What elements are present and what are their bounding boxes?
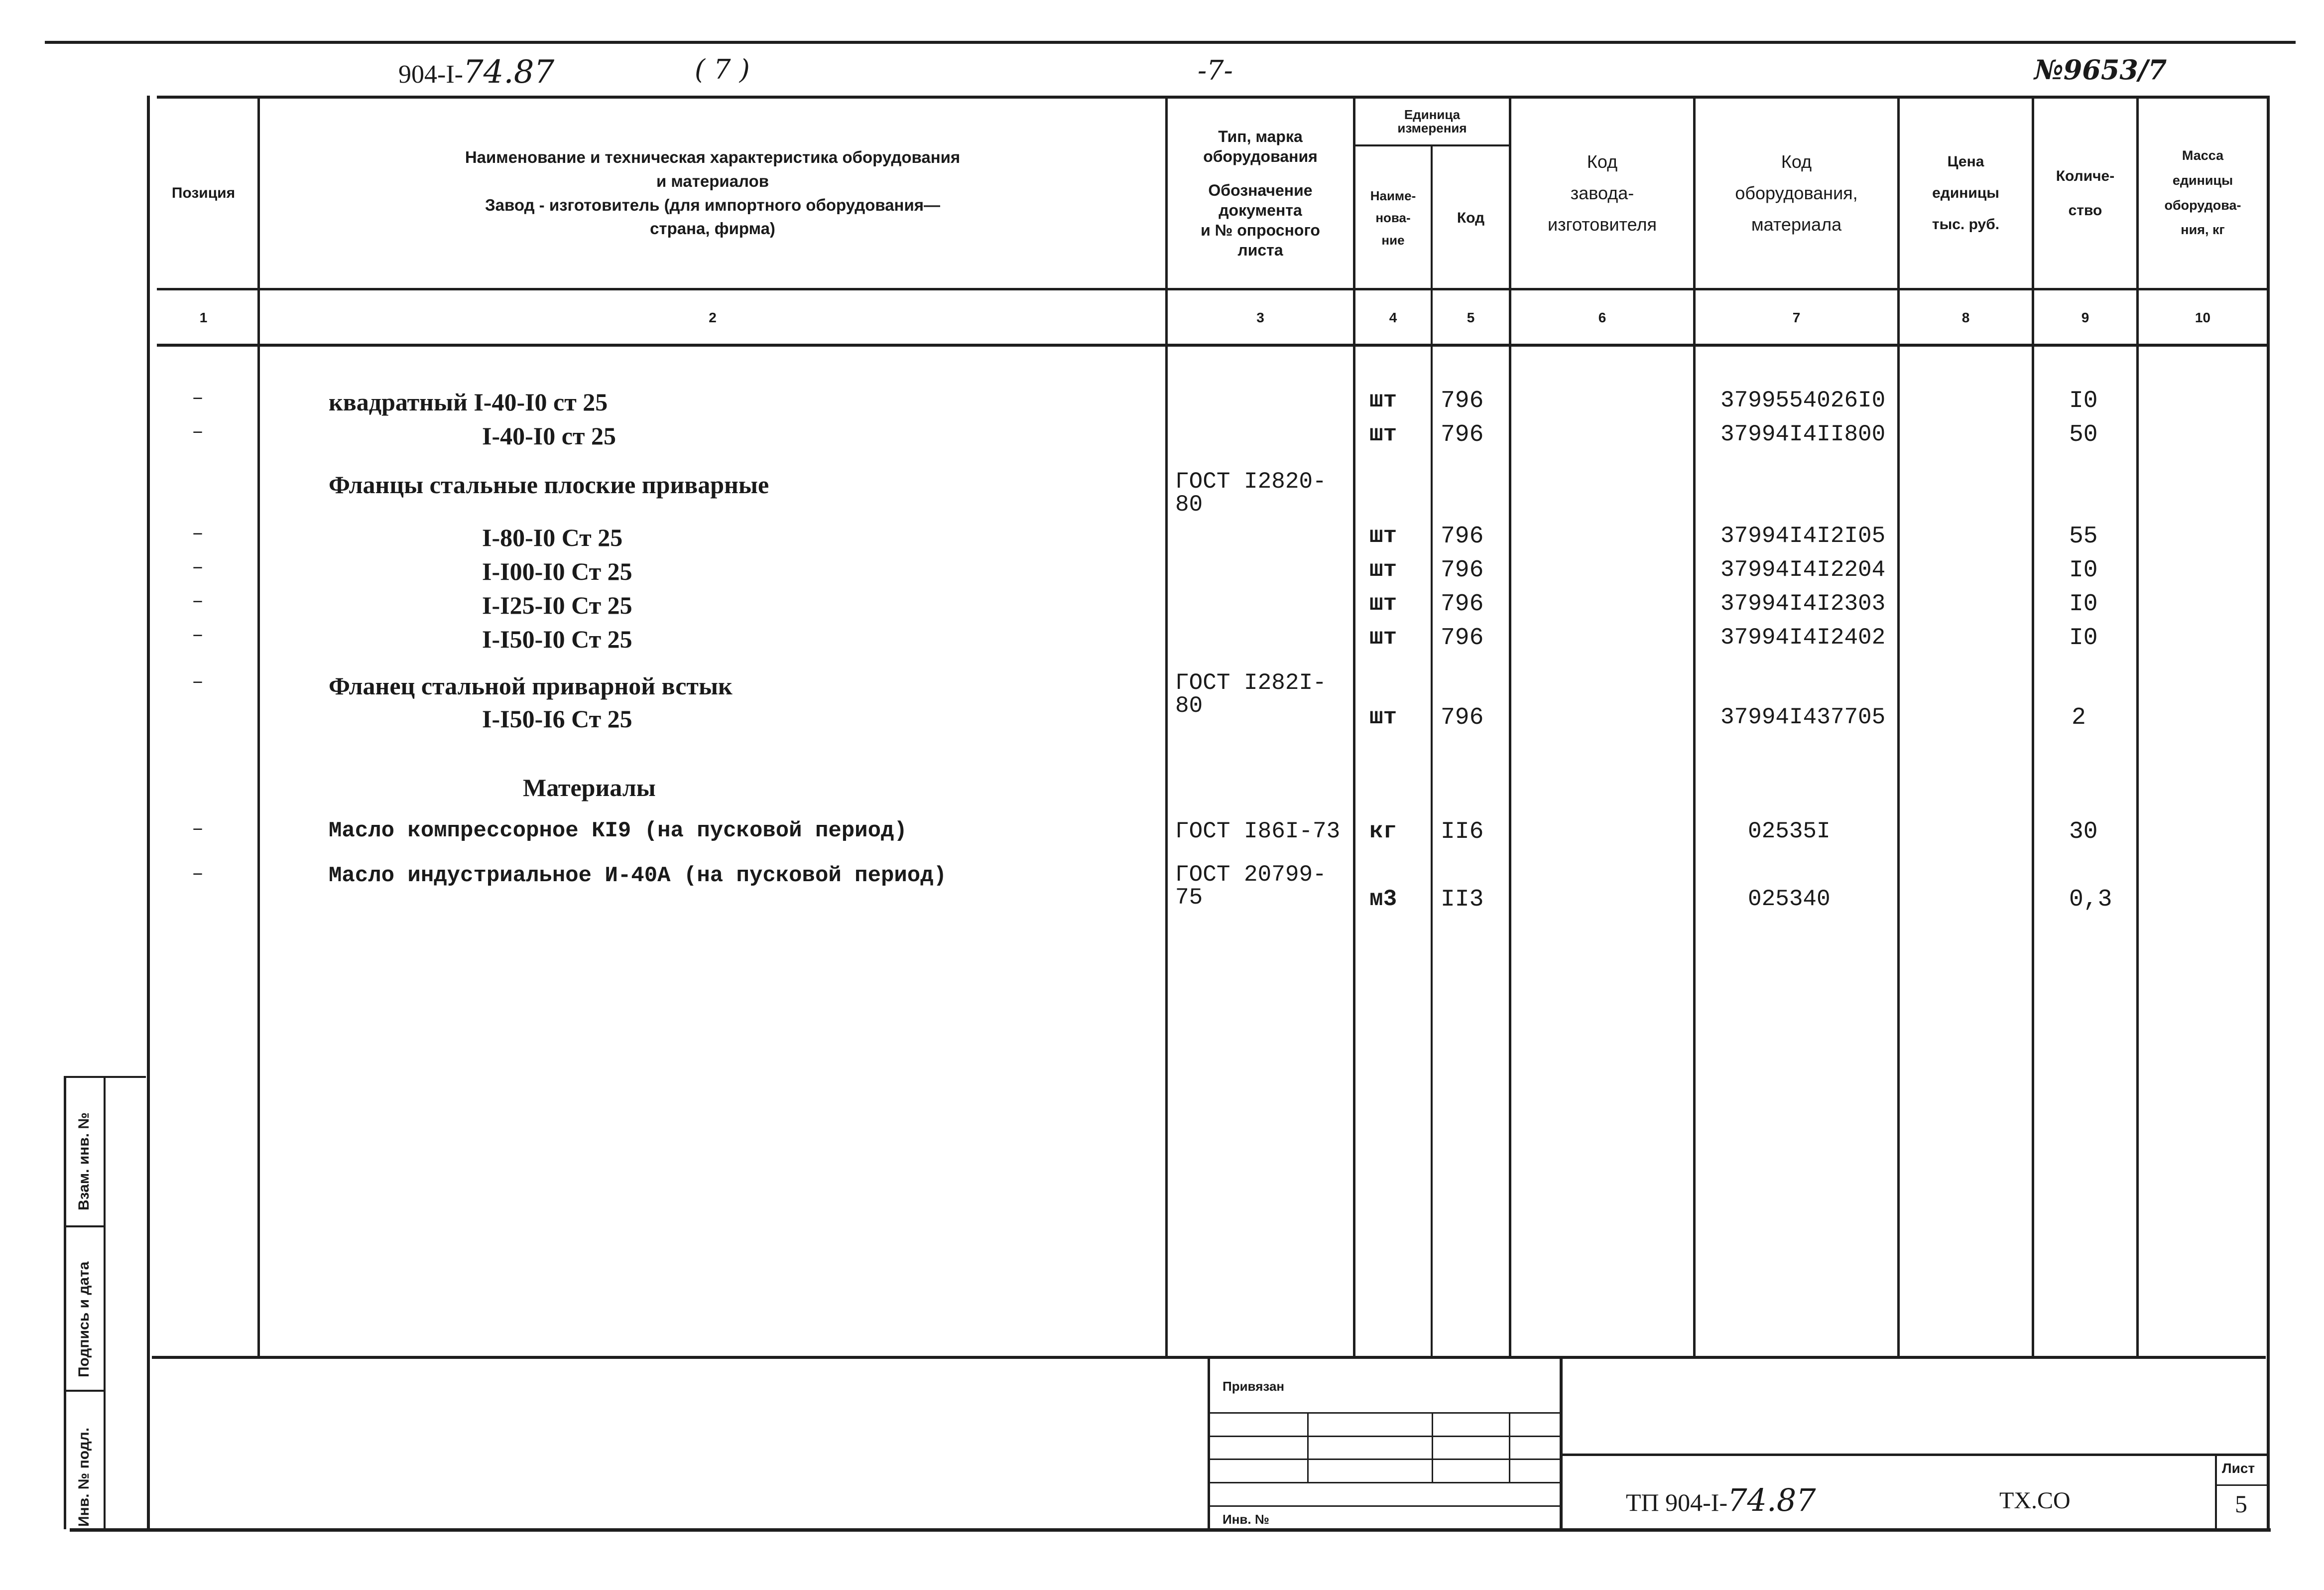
tb-code-hand: 74.87	[1727, 1482, 1816, 1518]
row-equip-code: 37994I4I2204	[1720, 557, 1886, 583]
row-position: –	[192, 557, 204, 579]
price-line-2: единицы	[1932, 185, 1999, 201]
tb-grid-1	[1209, 1412, 1560, 1414]
row-name: I-80-I0 Ст 25	[482, 524, 623, 551]
plant-code-line-3: изготовителя	[1548, 214, 1657, 235]
type-line-1: Тип, марка	[1218, 127, 1303, 145]
numbers-bottom	[157, 344, 2268, 347]
row-name: I-I25-I0 Ст 25	[482, 591, 632, 619]
row-position: –	[192, 863, 204, 886]
page-header	[0, 0, 2324, 95]
col-number-4: 4	[1389, 309, 1397, 325]
paren-note: ( 7 )	[695, 54, 750, 85]
row-unit: шт	[1369, 388, 1397, 413]
row-qty: I0	[2069, 591, 2098, 618]
row-unit: шт	[1369, 704, 1397, 730]
col-divider-2	[1165, 96, 1168, 1357]
mass-line-2: единицы	[2172, 172, 2233, 188]
row-unit: шт	[1369, 421, 1397, 447]
equip-code-line-1: Код	[1781, 151, 1812, 172]
row-position: –	[192, 818, 204, 841]
name-line-4: страна, фирма)	[650, 219, 775, 238]
plant-code-line-1: Код	[1587, 151, 1618, 172]
row-qty: 30	[2069, 818, 2098, 845]
col-header-unit-group	[1355, 100, 1509, 143]
col-number-6: 6	[1598, 309, 1606, 325]
col-number-3: 3	[1256, 309, 1264, 325]
row-name: I-I00-I0 Ст 25	[482, 557, 632, 585]
row-name: Масло индустриальное И-40А (на пусковой период)	[329, 863, 947, 888]
row-equip-code: 025340	[1748, 886, 1831, 912]
col-header-equip-code	[1696, 100, 1897, 286]
col-header-mass	[2139, 100, 2267, 286]
row-doc: ГОСТ 20799-	[1175, 862, 1327, 888]
row-equip-code: 37994I4II800	[1720, 421, 1886, 447]
col-header-type	[1168, 107, 1353, 279]
type-line-5: и № опросного	[1201, 221, 1320, 239]
side-strip-sep-1	[64, 1225, 106, 1227]
row-qty: I0	[2069, 557, 2098, 584]
page-marker: -7-	[1198, 55, 1233, 86]
col-header-name	[260, 100, 1165, 286]
tb-code-prefix: ТП 904-I-	[1626, 1488, 1728, 1516]
col-header-position-label: Позиция	[171, 184, 236, 201]
stamp-sign-date: Подпись и дата	[76, 1261, 92, 1377]
row-position: –	[192, 523, 204, 545]
tb-grid-2	[1209, 1436, 1560, 1437]
frame-right	[2267, 96, 2270, 1530]
side-strip-mid	[104, 1076, 106, 1529]
mass-line-3: оборудова-	[2164, 197, 2241, 213]
tb-grid-v2	[1432, 1412, 1433, 1482]
row-doc-cont: 75	[1175, 885, 1203, 911]
row-equip-code: 37994I4I2I05	[1720, 523, 1886, 549]
row-qty: 0,3	[2069, 886, 2112, 913]
row-name: I-I50-I6 Ст 25	[482, 705, 632, 733]
row-name: Фланцы стальные плоские приварные	[329, 471, 769, 499]
col-header-plant-code	[1511, 100, 1693, 286]
row-unit: м3	[1369, 886, 1397, 912]
row-position: –	[192, 421, 204, 444]
row-doc-cont: 80	[1175, 492, 1203, 518]
col-number-5: 5	[1467, 309, 1475, 325]
unit-group-line-1: Единица	[1404, 107, 1461, 122]
row-doc: ГОСТ I2820-	[1175, 469, 1327, 495]
col-number-1: 1	[199, 309, 208, 325]
type-line-6: листа	[1237, 241, 1283, 259]
tb-sheet-left	[2215, 1456, 2217, 1530]
stamp-replace-inv: Взам. инв. №	[76, 1112, 92, 1210]
price-line-3: тыс. руб.	[1932, 216, 2000, 233]
side-stamp-strip	[64, 1076, 146, 1529]
qty-line-1: Количе-	[2056, 167, 2115, 184]
unit-name-line-2: нова-	[1375, 210, 1411, 226]
row-equip-code: 37994I4I2303	[1720, 591, 1886, 617]
row-equip-code: 37994I437705	[1720, 704, 1886, 730]
row-unit-code: 796	[1441, 388, 1484, 414]
row-position: –	[192, 625, 204, 647]
row-unit: шт	[1369, 591, 1397, 617]
row-name: квадратный I-40-I0 ст 25	[329, 388, 608, 416]
col-number-10: 10	[2195, 309, 2211, 325]
tb-grid-3	[1209, 1458, 1560, 1460]
col-number-7: 7	[1792, 309, 1801, 325]
tb-divider	[1560, 1356, 1563, 1530]
row-unit-code: II6	[1441, 818, 1484, 845]
tb-document-code	[1626, 1482, 1816, 1518]
row-doc-cont: 80	[1175, 693, 1203, 719]
row-name: I-40-I0 ст 25	[482, 422, 616, 450]
row-unit-code: II3	[1441, 886, 1484, 913]
col-number-2: 2	[709, 309, 717, 325]
plant-code-line-2: завода-	[1570, 183, 1634, 203]
tb-mark: ТХ.СО	[1999, 1487, 2071, 1514]
type-line-3: Обозначение	[1208, 181, 1313, 199]
row-qty: 55	[2069, 523, 2098, 550]
row-unit-code: 796	[1441, 557, 1484, 584]
col-number-8: 8	[1961, 309, 1970, 325]
section-heading: Материалы	[523, 774, 656, 801]
row-unit: шт	[1369, 625, 1397, 651]
col-header-qty	[2034, 100, 2136, 286]
row-qty: 2	[2072, 704, 2086, 731]
unit-group-divider	[1353, 144, 1511, 146]
name-line-2: и материалов	[656, 171, 769, 190]
row-name: Фланец стальной приварной встык	[329, 672, 733, 700]
row-doc: ГОСТ I282I-	[1175, 670, 1327, 696]
tb-grid-v3	[1509, 1412, 1510, 1482]
tb-attached: Привязан	[1223, 1379, 1285, 1394]
frame-bottom	[70, 1528, 2271, 1532]
col-header-position	[149, 100, 257, 286]
tb-sheet-label: Лист	[2222, 1460, 2255, 1476]
tb-sheet-number: 5	[2235, 1490, 2247, 1518]
type-line-4: документа	[1219, 201, 1302, 219]
name-line-1: Наименование и техническая характеристика оборудования	[465, 147, 961, 166]
tb-grid-v1	[1307, 1412, 1309, 1482]
row-equip-code: 37994I4I2402	[1720, 625, 1886, 651]
row-unit-code: 796	[1441, 625, 1484, 652]
row-unit: кг	[1369, 818, 1397, 844]
row-unit-code: 796	[1441, 704, 1484, 731]
tb-grid-5	[1209, 1505, 1560, 1507]
row-doc: ГОСТ I86I-73	[1175, 818, 1341, 844]
row-unit-code: 796	[1441, 421, 1484, 448]
row-qty: I0	[2069, 388, 2098, 414]
unit-name-line-3: ние	[1381, 232, 1405, 248]
side-strip-top	[64, 1076, 146, 1078]
col-header-unit-name	[1355, 149, 1431, 286]
inventory-number: №9653/7	[2034, 54, 2167, 86]
row-name: I-I50-I0 Ст 25	[482, 625, 632, 653]
doc-code-prefix: 904-I-	[398, 60, 463, 89]
col-header-unit-code	[1433, 149, 1509, 286]
tb-sheet-sep	[2215, 1484, 2268, 1486]
mass-line-1: Масса	[2182, 147, 2224, 163]
name-line-3: Завод - изготовитель (для импортного оборудования—	[485, 195, 941, 214]
stamp-inv-orig: Инв. № подл.	[76, 1427, 92, 1527]
equip-code-line-2: оборудования,	[1735, 183, 1858, 203]
doc-code-hand: 74.87	[463, 54, 555, 91]
row-unit: шт	[1369, 557, 1397, 583]
tb-grid-4	[1209, 1482, 1560, 1483]
qty-line-2: ство	[2068, 202, 2102, 219]
col-number-9: 9	[2081, 309, 2089, 325]
tb-inv-no: Инв. №	[1223, 1512, 1269, 1527]
row-name: Масло компрессорное КI9 (на пусковой период)	[329, 818, 907, 843]
header-bottom	[157, 288, 2268, 290]
row-equip-code: 02535I	[1748, 818, 1831, 844]
table-top	[157, 96, 2268, 99]
tb-right-top	[1561, 1454, 2268, 1456]
side-strip-left	[64, 1076, 66, 1529]
unit-name-line-1: Наиме-	[1370, 188, 1416, 204]
unit-code-label: Код	[1457, 209, 1485, 226]
equip-code-line-3: материала	[1751, 214, 1842, 235]
tb-left	[1208, 1356, 1210, 1530]
row-unit-code: 796	[1441, 523, 1484, 550]
doc-code	[398, 54, 554, 91]
frame-top	[45, 41, 2296, 44]
row-equip-code: 3799554026I0	[1720, 388, 1886, 413]
mass-line-4: ния, кг	[2181, 222, 2225, 238]
row-position: –	[192, 671, 204, 694]
col-header-price	[1900, 100, 2032, 286]
price-line-1: Цена	[1947, 153, 1984, 170]
row-position: –	[192, 388, 204, 410]
row-unit-code: 796	[1441, 591, 1484, 618]
unit-group-line-2: измерения	[1397, 121, 1467, 135]
row-unit: шт	[1369, 523, 1397, 549]
row-qty: 50	[2069, 421, 2098, 448]
side-strip-sep-2	[64, 1390, 106, 1392]
row-qty: I0	[2069, 625, 2098, 652]
row-position: –	[192, 591, 204, 613]
type-line-2: оборудования	[1203, 147, 1318, 165]
